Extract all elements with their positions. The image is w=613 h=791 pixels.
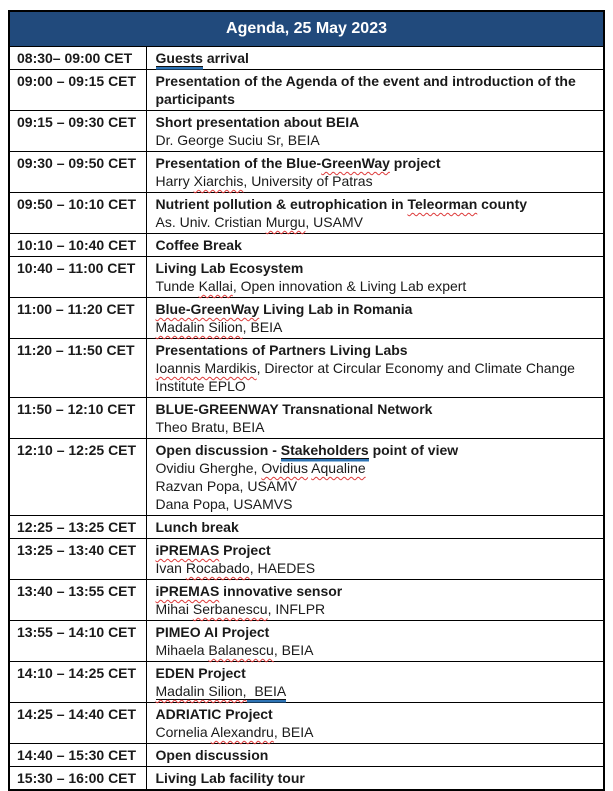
session-title xyxy=(156,113,598,131)
text-segment: Living Lab in Romania xyxy=(259,301,413,317)
table-row xyxy=(9,193,604,234)
text-segment: Living Lab facility tour xyxy=(155,770,305,786)
session-detail xyxy=(156,559,598,577)
session-detail xyxy=(156,459,598,477)
session-detail xyxy=(156,131,598,149)
text-segment: Xiarchis xyxy=(193,173,244,189)
session-title xyxy=(156,623,598,641)
session-cell xyxy=(146,580,604,621)
session-title xyxy=(156,769,598,787)
session-title xyxy=(156,705,598,723)
session-cell xyxy=(146,744,604,767)
text-segment: Teleorman xyxy=(407,196,478,212)
text-segment: Balanescu xyxy=(208,642,274,658)
text-segment: Ioannis Mardikis xyxy=(155,360,257,376)
text-segment: Alexandru xyxy=(210,724,274,740)
text-segment: , University of Patras xyxy=(243,173,373,189)
session-cell xyxy=(146,257,604,298)
text-segment: Razvan Popa, USAMV xyxy=(155,478,298,494)
table-row xyxy=(9,516,604,539)
session-title xyxy=(156,49,598,67)
text-segment: , INFLPR xyxy=(267,601,326,617)
time-cell: 11:50 – 12:10 CET xyxy=(9,398,146,439)
session-detail xyxy=(156,682,598,700)
agenda-table xyxy=(8,10,605,791)
text-segment: Cornelia xyxy=(155,724,211,740)
table-row xyxy=(9,234,604,257)
text-segment: Kallai xyxy=(198,278,233,294)
session-cell xyxy=(146,398,604,439)
time-cell: 10:10 – 10:40 CET xyxy=(9,234,146,257)
table-row xyxy=(9,662,604,703)
text-segment: Serbanescu xyxy=(192,601,268,617)
session-title xyxy=(156,236,598,254)
text-segment: EDEN Project xyxy=(155,665,246,681)
table-row xyxy=(9,398,604,439)
table-row xyxy=(9,703,604,744)
session-title xyxy=(156,582,598,600)
session-detail xyxy=(156,318,598,336)
text-segment: BEIA xyxy=(246,683,287,699)
text-segment: Short presentation about BEIA xyxy=(155,114,360,130)
session-title xyxy=(156,441,598,459)
session-title xyxy=(156,195,598,213)
session-detail xyxy=(156,477,598,495)
text-segment: Ivan xyxy=(155,560,186,576)
table-row xyxy=(9,257,604,298)
text-segment: , USAMV xyxy=(305,214,363,230)
session-detail xyxy=(156,418,598,436)
header-row xyxy=(9,11,604,47)
session-title xyxy=(156,541,598,559)
text-segment: Ovidiu Gherghe, xyxy=(155,460,262,476)
text-segment: , Director at Circular Economy and Climate Change Institute EPLO xyxy=(155,360,579,394)
time-cell: 15:30 – 16:00 CET xyxy=(9,767,146,791)
time-cell: 09:15 – 09:30 CET xyxy=(9,111,146,152)
session-title xyxy=(156,518,598,536)
session-title xyxy=(156,664,598,682)
session-cell xyxy=(146,111,604,152)
text-segment: Mihai xyxy=(155,601,193,617)
session-cell xyxy=(146,234,604,257)
session-cell xyxy=(146,439,604,516)
table-row xyxy=(9,70,604,111)
time-cell: 13:40 – 13:55 CET xyxy=(9,580,146,621)
text-segment: county xyxy=(477,196,528,212)
text-segment: , BEIA xyxy=(242,319,283,335)
session-cell xyxy=(146,516,604,539)
agenda-rows xyxy=(9,47,604,791)
text-segment: iPREMAS xyxy=(155,542,220,558)
text-segment: Stakeholders xyxy=(280,442,369,458)
session-detail xyxy=(156,600,598,618)
text-segment: Mihaela xyxy=(155,642,209,658)
text-segment: Dana Popa, USAMVS xyxy=(155,496,293,512)
table-row xyxy=(9,152,604,193)
text-segment: arrival xyxy=(202,50,249,66)
session-title xyxy=(156,746,598,764)
table-row xyxy=(9,111,604,152)
session-cell xyxy=(146,539,604,580)
session-title xyxy=(156,400,598,418)
text-segment: Presentation of the Agenda of the event and introduction of the participants xyxy=(155,73,580,107)
session-detail xyxy=(156,213,598,231)
time-cell: 11:20 – 11:50 CET xyxy=(9,339,146,398)
text-segment: Project xyxy=(219,542,271,558)
text-segment: , BEIA xyxy=(273,724,314,740)
table-row xyxy=(9,580,604,621)
text-segment: Theo Bratu, BEIA xyxy=(155,419,265,435)
session-cell xyxy=(146,662,604,703)
time-cell: 13:25 – 13:40 CET xyxy=(9,539,146,580)
table-row xyxy=(9,339,604,398)
time-cell: 08:30– 09:00 CET xyxy=(9,47,146,70)
session-detail xyxy=(156,172,598,190)
text-segment: Presentations of Partners Living Labs xyxy=(155,342,408,358)
session-cell xyxy=(146,703,604,744)
text-segment: Coffee Break xyxy=(155,237,242,253)
text-segment: project xyxy=(389,155,441,171)
text-segment: Madalin Silion xyxy=(155,319,243,335)
text-segment: point of view xyxy=(368,442,459,458)
table-row xyxy=(9,298,604,339)
session-detail xyxy=(156,641,598,659)
text-segment: Rocabado xyxy=(185,560,250,576)
text-segment: Tunde xyxy=(155,278,199,294)
time-cell: 12:10 – 12:25 CET xyxy=(9,439,146,516)
text-segment: Nutrient pollution & eutrophication in xyxy=(155,196,408,212)
session-cell xyxy=(146,298,604,339)
session-detail xyxy=(156,723,598,741)
session-detail xyxy=(156,359,598,395)
text-segment: Aqualine xyxy=(311,460,366,476)
time-cell: 11:00 – 11:20 CET xyxy=(9,298,146,339)
text-segment: Harry xyxy=(155,173,194,189)
table-row xyxy=(9,539,604,580)
time-cell: 12:25 – 13:25 CET xyxy=(9,516,146,539)
text-segment: , HAEDES xyxy=(249,560,316,576)
text-segment: , Open innovation & Living Lab expert xyxy=(232,278,467,294)
text-segment: PIMEO AI Project xyxy=(155,624,270,640)
text-segment: ADRIATIC Project xyxy=(155,706,273,722)
text-segment: As. Univ. Cristian xyxy=(155,214,266,230)
text-segment: Guests xyxy=(155,50,203,66)
session-title xyxy=(156,154,598,172)
table-row xyxy=(9,439,604,516)
table-row xyxy=(9,767,604,791)
text-segment: Open discussion - xyxy=(155,442,281,458)
text-segment: , BEIA xyxy=(273,642,314,658)
time-cell: 09:30 – 09:50 CET xyxy=(9,152,146,193)
session-title xyxy=(156,259,598,277)
session-detail xyxy=(156,277,598,295)
table-row xyxy=(9,621,604,662)
session-detail xyxy=(156,495,598,513)
time-cell: 09:00 – 09:15 CET xyxy=(9,70,146,111)
text-segment: GreenWay xyxy=(321,155,390,171)
time-cell: 14:25 – 14:40 CET xyxy=(9,703,146,744)
text-segment: iPREMAS xyxy=(155,583,220,599)
text-segment: innovative sensor xyxy=(219,583,343,599)
time-cell: 09:50 – 10:10 CET xyxy=(9,193,146,234)
session-title xyxy=(156,300,598,318)
text-segment: Madalin Silion, xyxy=(155,683,247,699)
time-cell: 14:10 – 14:25 CET xyxy=(9,662,146,703)
time-cell: 10:40 – 11:00 CET xyxy=(9,257,146,298)
text-segment: Lunch break xyxy=(155,519,239,535)
text-segment: Blue-GreenWay xyxy=(155,301,260,317)
session-cell xyxy=(146,152,604,193)
session-title xyxy=(156,341,598,359)
session-cell xyxy=(146,767,604,791)
agenda-header xyxy=(9,11,604,47)
text-segment: Ovidius xyxy=(261,460,309,476)
session-cell xyxy=(146,47,604,70)
agenda-title: Agenda, 25 May 2023 xyxy=(9,11,604,47)
text-segment: Murgu xyxy=(265,214,306,230)
session-cell xyxy=(146,621,604,662)
text-segment: Presentation of the Blue- xyxy=(155,155,322,171)
session-cell xyxy=(146,339,604,398)
table-row xyxy=(9,744,604,767)
session-title xyxy=(156,72,598,108)
session-cell xyxy=(146,70,604,111)
text-segment: BLUE-GREENWAY Transnational Network xyxy=(155,401,433,417)
text-segment: Open discussion xyxy=(155,747,269,763)
session-cell xyxy=(146,193,604,234)
text-segment: Living Lab Ecosystem xyxy=(155,260,304,276)
table-row xyxy=(9,47,604,70)
time-cell: 13:55 – 14:10 CET xyxy=(9,621,146,662)
time-cell: 14:40 – 15:30 CET xyxy=(9,744,146,767)
text-segment: Dr. George Suciu Sr, BEIA xyxy=(155,132,320,148)
